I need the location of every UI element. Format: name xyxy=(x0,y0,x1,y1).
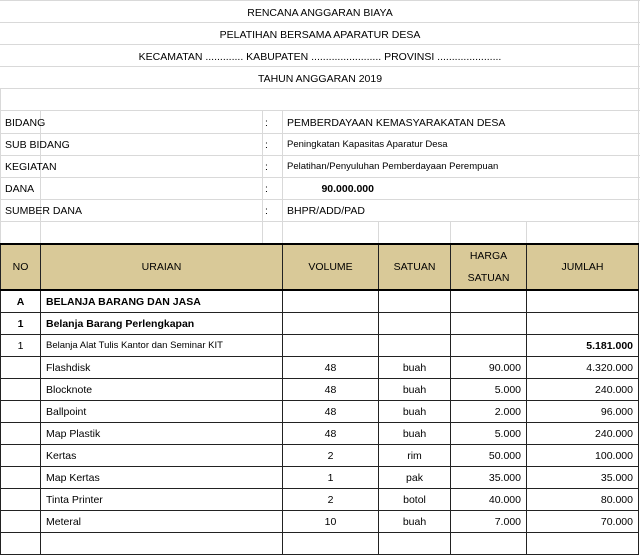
row-harga: 5.000 xyxy=(451,423,527,445)
row-harga: 2.000 xyxy=(451,401,527,423)
row-satuan: buah xyxy=(379,401,451,423)
row-jumlah: 80.000 xyxy=(527,489,639,511)
table-row xyxy=(1,467,639,489)
empty-cell xyxy=(527,313,639,335)
table-row xyxy=(1,489,639,511)
row-jumlah: 4.320.000 xyxy=(527,357,639,379)
row-satuan: rim xyxy=(379,445,451,467)
row-volume: 10 xyxy=(283,511,379,533)
row-uraian: Map Plastik xyxy=(41,423,283,445)
empty-cell xyxy=(451,335,527,357)
empty-cell xyxy=(1,533,41,555)
document-title: RENCANA ANGGARAN BIAYA xyxy=(247,7,393,19)
info-label-bidang: BIDANG xyxy=(5,117,46,129)
row-harga: 90.000 xyxy=(451,357,527,379)
empty-cell xyxy=(1,357,41,379)
table-row xyxy=(1,357,639,379)
empty-cell xyxy=(451,290,527,313)
row-harga: 5.000 xyxy=(451,379,527,401)
row-volume: 48 xyxy=(283,401,379,423)
location-line: KECAMATAN ............. KABUPATEN ........................ PROVINSI ...................... xyxy=(138,51,502,63)
table-header-row xyxy=(1,244,639,290)
empty-cell xyxy=(1,445,41,467)
row-jumlah: 100.000 xyxy=(527,445,639,467)
info-sep: : xyxy=(265,139,268,151)
row-uraian: Kertas xyxy=(41,445,283,467)
empty-cell xyxy=(283,533,379,555)
row-satuan: botol xyxy=(379,489,451,511)
row-jumlah: 35.000 xyxy=(527,467,639,489)
table-row-empty xyxy=(1,533,639,555)
row-uraian: Tinta Printer xyxy=(41,489,283,511)
empty-cell xyxy=(1,467,41,489)
row-jumlah: 70.000 xyxy=(527,511,639,533)
col-header-harga-satuan xyxy=(451,244,527,290)
table-row xyxy=(1,445,639,467)
empty-cell xyxy=(1,511,41,533)
item-row-1 xyxy=(1,335,639,357)
empty-cell xyxy=(1,401,41,423)
row-harga: 35.000 xyxy=(451,467,527,489)
row-jumlah: 240.000 xyxy=(527,379,639,401)
row-volume: 48 xyxy=(283,423,379,445)
row-volume: 1 xyxy=(283,467,379,489)
col-header-harga-line2: SATUAN xyxy=(467,272,510,284)
info-label-dana: DANA xyxy=(5,183,35,195)
empty-cell xyxy=(1,379,41,401)
col-header-harga-line1: HARGA xyxy=(469,250,508,262)
empty-cell xyxy=(283,313,379,335)
info-label-sumber-dana: SUMBER DANA xyxy=(5,205,83,217)
empty-cell xyxy=(1,423,41,445)
fiscal-year: TAHUN ANGGARAN 2019 xyxy=(257,73,383,85)
item-no: 1 xyxy=(1,335,41,357)
section-title: BELANJA BARANG DAN JASA xyxy=(41,290,283,313)
row-volume: 2 xyxy=(283,489,379,511)
empty-cell xyxy=(451,313,527,335)
info-sep: : xyxy=(265,117,268,129)
empty-cell xyxy=(379,290,451,313)
item-total: 5.181.000 xyxy=(527,335,639,357)
info-sep: : xyxy=(265,183,268,195)
row-harga: 40.000 xyxy=(451,489,527,511)
row-satuan: pak xyxy=(379,467,451,489)
info-value-kegiatan: Pelatihan/Penyuluhan Pemberdayaan Perempuan xyxy=(287,161,499,172)
col-header-uraian: URAIAN xyxy=(41,244,283,290)
row-uraian: Map Kertas xyxy=(41,467,283,489)
row-uraian: Ballpoint xyxy=(41,401,283,423)
row-satuan: buah xyxy=(379,511,451,533)
col-header-volume: VOLUME xyxy=(283,244,379,290)
row-satuan: buah xyxy=(379,357,451,379)
empty-cell xyxy=(283,335,379,357)
empty-cell xyxy=(379,335,451,357)
row-harga: 50.000 xyxy=(451,445,527,467)
empty-cell xyxy=(527,290,639,313)
empty-cell xyxy=(1,489,41,511)
budget-table xyxy=(0,243,639,555)
document-subtitle: PELATIHAN BERSAMA APARATUR DESA xyxy=(219,29,421,41)
col-header-satuan: SATUAN xyxy=(379,244,451,290)
row-satuan: buah xyxy=(379,423,451,445)
table-row xyxy=(1,423,639,445)
row-volume: 48 xyxy=(283,357,379,379)
info-value-sub-bidang: Peningkatan Kapasitas Aparatur Desa xyxy=(287,139,448,150)
info-sep: : xyxy=(265,205,268,217)
info-label-sub-bidang: SUB BIDANG xyxy=(5,139,70,151)
section-row-a xyxy=(1,290,639,313)
subsection-no: 1 xyxy=(1,313,41,335)
table-row xyxy=(1,511,639,533)
info-value-dana: 90.000.000 xyxy=(321,183,374,195)
info-value-sumber-dana: BHPR/ADD/PAD xyxy=(287,205,365,217)
row-jumlah: 240.000 xyxy=(527,423,639,445)
subsection-row-1 xyxy=(1,313,639,335)
table-row xyxy=(1,379,639,401)
row-volume: 48 xyxy=(283,379,379,401)
col-header-no: NO xyxy=(1,244,41,290)
item-title: Belanja Alat Tulis Kantor dan Seminar KIT xyxy=(41,335,283,357)
row-uraian: Flashdisk xyxy=(41,357,283,379)
row-uraian: Blocknote xyxy=(41,379,283,401)
empty-cell xyxy=(527,533,639,555)
row-harga: 7.000 xyxy=(451,511,527,533)
empty-cell xyxy=(451,533,527,555)
info-sep: : xyxy=(265,161,268,173)
section-no: A xyxy=(1,290,41,313)
col-header-jumlah: JUMLAH xyxy=(527,244,639,290)
info-label-kegiatan: KEGIATAN xyxy=(5,161,57,173)
empty-cell xyxy=(379,313,451,335)
empty-cell xyxy=(41,533,283,555)
row-uraian: Meteral xyxy=(41,511,283,533)
empty-cell xyxy=(379,533,451,555)
empty-cell xyxy=(283,290,379,313)
table-row xyxy=(1,401,639,423)
info-value-bidang: PEMBERDAYAAN KEMASYARAKATAN DESA xyxy=(287,117,506,129)
row-jumlah: 96.000 xyxy=(527,401,639,423)
row-volume: 2 xyxy=(283,445,379,467)
row-satuan: buah xyxy=(379,379,451,401)
subsection-title: Belanja Barang Perlengkapan xyxy=(41,313,283,335)
